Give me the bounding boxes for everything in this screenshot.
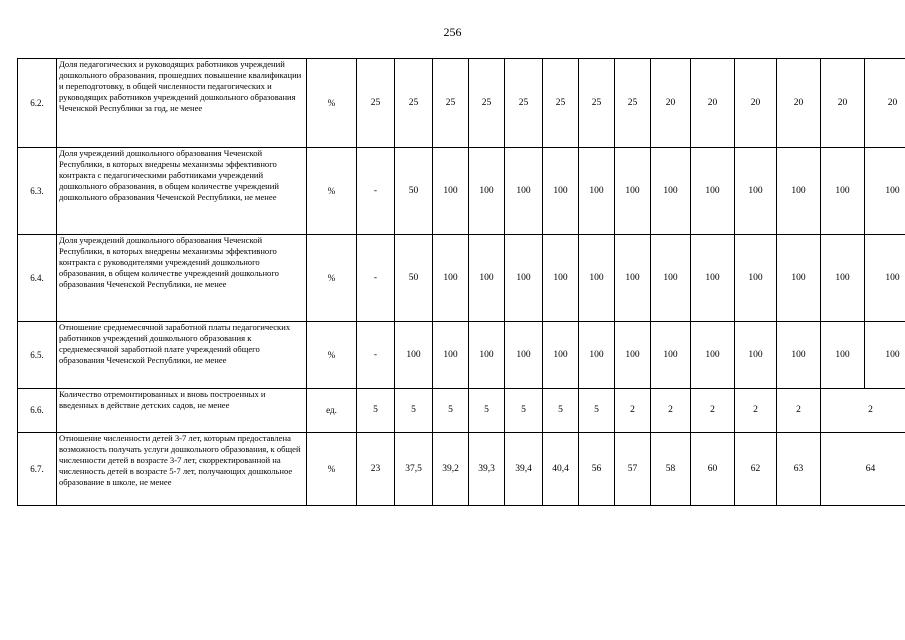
value-cell: 20 xyxy=(735,59,777,148)
value-cell: 100 xyxy=(865,148,905,235)
value-cell: 100 xyxy=(777,235,821,322)
unit-cell: % xyxy=(307,59,357,148)
value-cell: 5 xyxy=(357,389,395,433)
value-cell: 20 xyxy=(865,59,905,148)
value-cell: 100 xyxy=(579,322,615,389)
unit-cell: % xyxy=(307,433,357,506)
value-cell: 100 xyxy=(691,322,735,389)
table-row xyxy=(18,433,905,506)
value-cell: 100 xyxy=(865,322,905,389)
row-number: 6.7. xyxy=(18,433,57,506)
page-number: 256 xyxy=(443,25,462,39)
value-cell: 100 xyxy=(543,148,579,235)
row-number: 6.2. xyxy=(18,59,57,148)
value-cell: 5 xyxy=(543,389,579,433)
value-cell: 2 xyxy=(651,389,691,433)
value-cell: 100 xyxy=(469,235,505,322)
value-cell: 100 xyxy=(821,148,865,235)
value-cell: 5 xyxy=(395,389,433,433)
indicator-description: Доля учреждений дошкольного образования Чеченской Республики, в которых внедрены механизмы эффективного контракта с руководителями учреждений дошкольного образования, в общем количестве учреждений дошкольного образования Чеченской Республики, не менее xyxy=(57,235,307,322)
value-cell: 64 xyxy=(821,433,905,506)
value-cell: 100 xyxy=(651,235,691,322)
value-cell: 100 xyxy=(651,322,691,389)
indicator-description: Доля педагогических и руководящих работников учреждений дошкольного образования, прошедших повышение квалификации и переподготовку, в общей численности педагогических и руководящих работников учреждений дошкольного образования Чеченской Республики за год, не менее xyxy=(57,59,307,148)
value-cell: 100 xyxy=(735,322,777,389)
value-cell: - xyxy=(357,322,395,389)
indicators-table xyxy=(17,58,905,506)
unit-cell: % xyxy=(307,322,357,389)
value-cell: 100 xyxy=(395,322,433,389)
value-cell: 100 xyxy=(735,235,777,322)
value-cell: 100 xyxy=(505,322,543,389)
indicator-description: Количество отремонтированных и вновь построенных и введенных в действие детских садов, не менее xyxy=(57,389,307,433)
value-cell: 100 xyxy=(543,322,579,389)
indicator-description: Отношение численности детей 3-7 лет, которым предоставлена возможность получать услуги дошкольного образования, к общей численности детей в возрасте 3-7 лет, скорректированной на численность детей в возрасте 5-7 лет, получающих дошкольное образование в школе, не менее xyxy=(57,433,307,506)
value-cell: 39,2 xyxy=(433,433,469,506)
row-number: 6.6. xyxy=(18,389,57,433)
value-cell: 100 xyxy=(469,322,505,389)
value-cell: - xyxy=(357,235,395,322)
value-cell: 100 xyxy=(691,235,735,322)
value-cell: 20 xyxy=(777,59,821,148)
table-row xyxy=(18,322,905,389)
value-cell: 100 xyxy=(433,235,469,322)
value-cell: 2 xyxy=(615,389,651,433)
value-cell: 100 xyxy=(615,322,651,389)
row-number: 6.3. xyxy=(18,148,57,235)
value-cell: 25 xyxy=(615,59,651,148)
value-cell: 58 xyxy=(651,433,691,506)
value-cell: 39,3 xyxy=(469,433,505,506)
value-cell: 5 xyxy=(505,389,543,433)
value-cell: 50 xyxy=(395,148,433,235)
value-cell: 37,5 xyxy=(395,433,433,506)
value-cell: 25 xyxy=(433,59,469,148)
value-cell: 23 xyxy=(357,433,395,506)
row-number: 6.4. xyxy=(18,235,57,322)
value-cell: 39,4 xyxy=(505,433,543,506)
value-cell: 60 xyxy=(691,433,735,506)
value-cell: 2 xyxy=(691,389,735,433)
value-cell: 100 xyxy=(777,322,821,389)
value-cell: 25 xyxy=(357,59,395,148)
indicator-description: Доля учреждений дошкольного образования Чеченской Республики, в которых внедрены механизмы эффективного контракта с педагогическими работниками учреждений дошкольного образования, в общем количестве учреждений дошкольного образования Чеченской Республики, не менее xyxy=(57,148,307,235)
value-cell: 5 xyxy=(579,389,615,433)
value-cell: 100 xyxy=(433,322,469,389)
value-cell: 25 xyxy=(395,59,433,148)
value-cell: 56 xyxy=(579,433,615,506)
value-cell: 40,4 xyxy=(543,433,579,506)
table-row xyxy=(18,59,905,148)
value-cell: 100 xyxy=(579,148,615,235)
value-cell: 2 xyxy=(777,389,821,433)
value-cell: 50 xyxy=(395,235,433,322)
value-cell: 100 xyxy=(821,322,865,389)
unit-cell: % xyxy=(307,148,357,235)
table-row xyxy=(18,235,905,322)
unit-cell: ед. xyxy=(307,389,357,433)
value-cell: 25 xyxy=(579,59,615,148)
value-cell: 5 xyxy=(469,389,505,433)
value-cell: 100 xyxy=(579,235,615,322)
value-cell: 20 xyxy=(821,59,865,148)
value-cell: 2 xyxy=(735,389,777,433)
value-cell: 62 xyxy=(735,433,777,506)
value-cell: 20 xyxy=(691,59,735,148)
value-cell: 100 xyxy=(735,148,777,235)
value-cell: 5 xyxy=(433,389,469,433)
value-cell: 57 xyxy=(615,433,651,506)
value-cell: 100 xyxy=(615,148,651,235)
value-cell: 2 xyxy=(821,389,905,433)
value-cell: 100 xyxy=(865,235,905,322)
table-row xyxy=(18,389,905,433)
value-cell: 100 xyxy=(651,148,691,235)
value-cell: 25 xyxy=(505,59,543,148)
row-number: 6.5. xyxy=(18,322,57,389)
value-cell: 100 xyxy=(433,148,469,235)
value-cell: 25 xyxy=(469,59,505,148)
value-cell: 100 xyxy=(821,235,865,322)
indicator-description: Отношение среднемесячной заработной платы педагогических работников учреждений дошкольного образования к среднемесячной заработной плате учреждений общего образования Чеченской Республики, не менее xyxy=(57,322,307,389)
value-cell: 25 xyxy=(543,59,579,148)
value-cell: - xyxy=(357,148,395,235)
value-cell: 100 xyxy=(543,235,579,322)
value-cell: 100 xyxy=(615,235,651,322)
value-cell: 63 xyxy=(777,433,821,506)
table-row xyxy=(18,148,905,235)
value-cell: 20 xyxy=(651,59,691,148)
value-cell: 100 xyxy=(505,148,543,235)
value-cell: 100 xyxy=(505,235,543,322)
value-cell: 100 xyxy=(777,148,821,235)
value-cell: 100 xyxy=(469,148,505,235)
unit-cell: % xyxy=(307,235,357,322)
value-cell: 100 xyxy=(691,148,735,235)
